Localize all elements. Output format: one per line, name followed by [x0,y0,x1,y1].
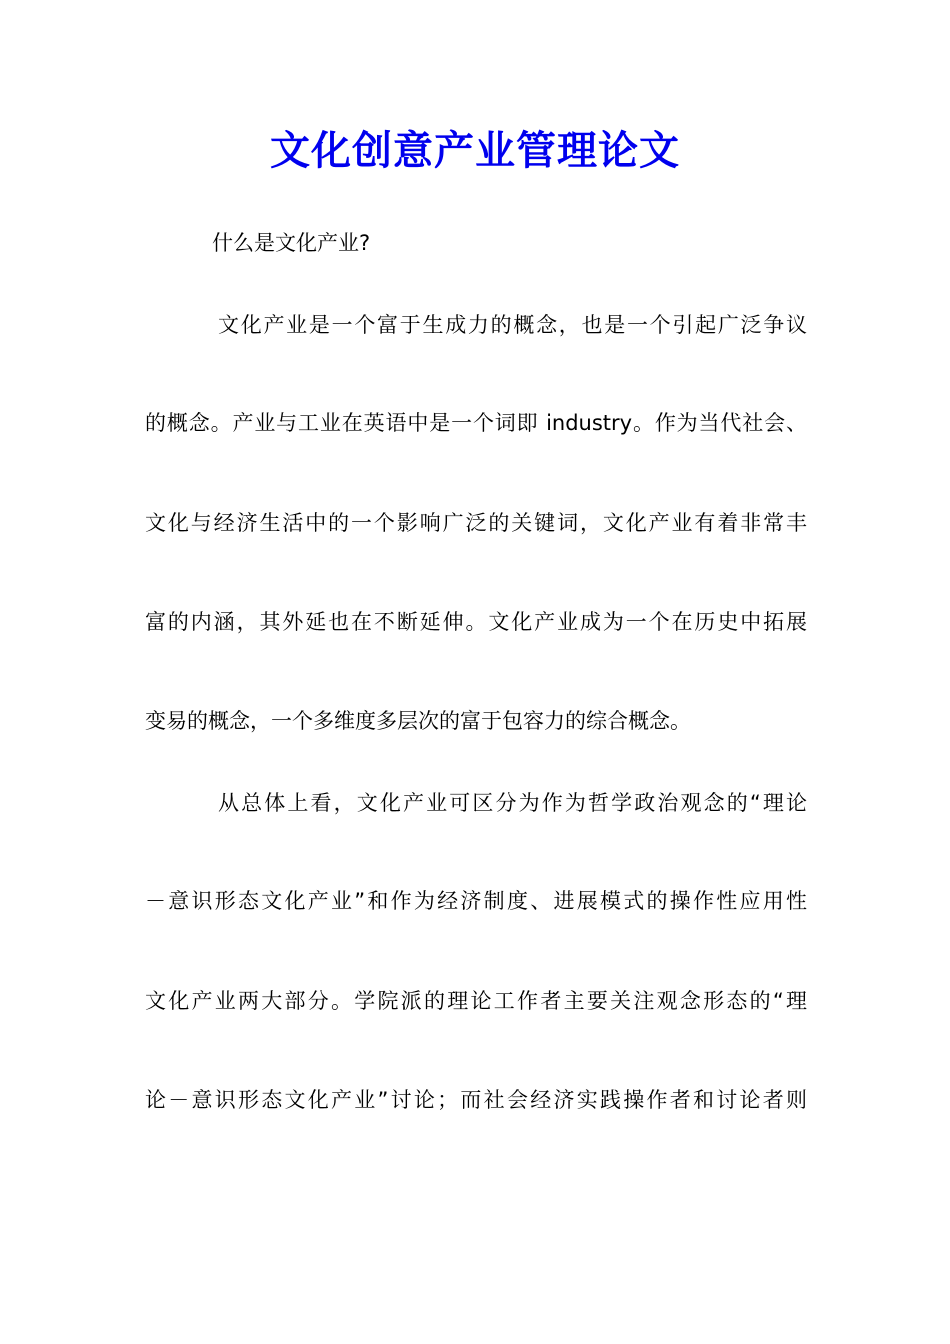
section-question: 什么是文化产业? [212,231,371,255]
paragraph-line: －意识形态文化产业”和作为经济制度、进展模式的操作性应用性 [145,889,807,913]
paragraph-line: 从总体上看，文化产业可区分为作为哲学政治观念的“理论 [218,791,807,815]
paragraph-line: 变易的概念，一个多维度多层次的富于包容力的综合概念。 [145,709,691,733]
paragraph-line: 文化与经济生活中的一个影响广泛的关键词，文化产业有着非常丰 [145,511,807,535]
paragraph-line: 文化产业是一个富于生成力的概念，也是一个引起广泛争议 [218,313,807,337]
document-title: 文化创意产业管理论文 [270,127,680,174]
paragraph-line: 的概念。产业与工业在英语中是一个词即 industry。作为当代社会、 [145,411,807,435]
paragraph-line: 文化产业两大部分。学院派的理论工作者主要关注观念形态的“理 [145,989,807,1013]
paragraph-line: 富的内涵，其外延也在不断延伸。文化产业成为一个在历史中拓展 [145,610,807,634]
paragraph-line: 论－意识形态文化产业”讨论；而社会经济实践操作者和讨论者则 [145,1088,807,1112]
